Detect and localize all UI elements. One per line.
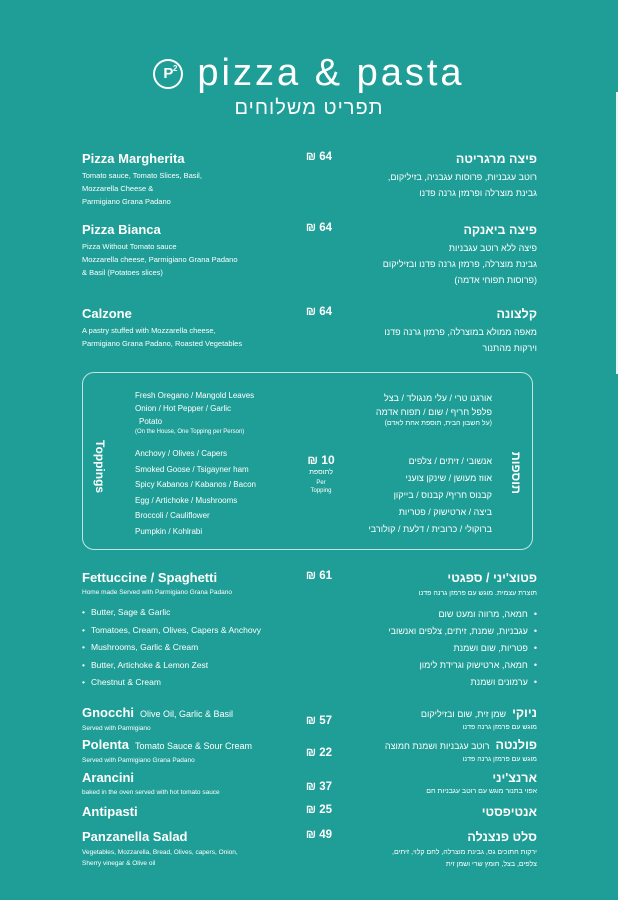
item-he <box>347 737 537 766</box>
desc-line: Parmigiano Grana Padano <box>82 197 171 206</box>
price-note-line: Per <box>316 480 326 486</box>
pasta-option: • Chestnut & Cream <box>82 674 292 692</box>
name-inline: Tomato Sauce & Sour Cream <box>134 741 253 751</box>
item-desc-en: Served with Parmigiano <box>82 725 151 732</box>
desc-line: Vegetables, Mozzarella, Bread, Olives, capers, Onion, <box>82 849 238 856</box>
item-he <box>347 151 537 201</box>
item-name-en: Arancini <box>82 770 135 785</box>
item-en <box>82 222 292 279</box>
desc-line: Pizza Without Tomato sauce <box>82 242 177 251</box>
toppings-label-en-text: Toppings <box>93 440 107 494</box>
menu-item-panzanella-salad <box>82 829 537 874</box>
desc-line: גבינת מוצרלה, פרמזן גרנה פדנו ובזיליקום <box>382 259 537 269</box>
topping-line: אורגנו טרי / עלי מנגולד / בצל <box>383 393 492 403</box>
toppings-label-he-text: תוספות <box>509 451 523 494</box>
item-en <box>82 570 292 692</box>
item-price: ₪ 57 <box>305 715 332 727</box>
desc-line: ירקות חתוכים גס, גבינת מוצרלה, לחם קלוי, זיתים, <box>392 849 537 856</box>
item-name-he: פטוצ'יני / ספגטי <box>447 571 537 585</box>
topping-price-value: ₪ 10 <box>307 453 335 467</box>
menu-item-arancini <box>82 770 537 800</box>
item-name-he: פיצה מרגריטה <box>455 152 537 166</box>
item-name-en <box>82 705 292 722</box>
desc-line: Sherry vinegar & Olive oil <box>82 860 156 867</box>
item-desc-he <box>347 240 537 288</box>
brand <box>153 52 464 95</box>
desc-line: פיצה ללא רוטב עגבניות <box>448 243 537 253</box>
desc-line: Mozzarella Cheese & <box>82 184 154 193</box>
topping-line: Egg / Artichoke / Mushrooms <box>135 495 238 505</box>
item-name-he <box>347 737 537 754</box>
item-name-he: אנטיפסטי <box>481 805 537 819</box>
item-he <box>347 770 537 798</box>
free-toppings-he <box>332 391 492 429</box>
paid-toppings-he <box>332 453 492 538</box>
topping-note: (On the House, One Topping per Person) <box>135 429 245 435</box>
item-en <box>82 705 292 735</box>
item-desc-he <box>347 324 537 356</box>
desc-line: A pastry stuffed with Mozzarella cheese, <box>82 326 216 335</box>
topping-line: Onion / Hot Pepper / Garlic <box>135 404 232 413</box>
item-name-he: פיצה ביאנקה <box>463 223 537 237</box>
desc-line: & Basil (Potatoes slices) <box>82 268 163 277</box>
item-desc-en: baked in the oven served with hot tomato sauce <box>82 789 220 796</box>
item-desc-en <box>82 847 292 869</box>
pasta-option: • חמאה, מרווה ומעט שום <box>347 606 537 623</box>
desc-line: (פרוסות תפוחי אדמה) <box>454 275 537 285</box>
menu-item-gnocchi <box>82 705 537 735</box>
item-name-en: Panzanella Salad <box>82 829 188 844</box>
name-inline: רוטב עגבניות ושמנת חמוצה <box>384 741 490 751</box>
topping-line: Spicy Kabanos / Kabanos / Bacon <box>135 480 256 489</box>
menu-item-pizza-margherita <box>82 151 537 211</box>
topping-line: Potato <box>139 417 163 426</box>
item-en <box>82 829 292 869</box>
item-name-en: Fettuccine / Spaghetti <box>82 570 218 585</box>
item-price: ₪ 64 <box>305 222 332 234</box>
item-desc-en: Served with Parmigiano Grana Padano <box>82 757 195 764</box>
item-price: ₪ 22 <box>305 747 332 759</box>
item-desc-he: מוגש עם פרמזן גרנה פדנו <box>462 724 537 731</box>
pasta-option: • עגבניות, שמנת, זיתים, צלפים ואנשובי <box>347 623 537 640</box>
item-he <box>347 829 537 871</box>
price-note-line: Topping <box>310 488 332 494</box>
menu-item-pasta <box>82 570 537 690</box>
item-he <box>347 306 537 356</box>
topping-line: Fresh Oregano / Mangold Leaves <box>135 391 255 400</box>
item-he <box>347 804 537 820</box>
item-name-en: Pizza Bianca <box>82 222 161 237</box>
item-price: ₪ 49 <box>305 829 332 841</box>
item-sub-en: Home made Served with Parmigiano Grana Padano <box>82 589 232 596</box>
desc-line: גבינת מוצרלה ופרמזן גרנה פדנו <box>419 188 537 198</box>
pasta-option: • Mushrooms, Garlic & Cream <box>82 639 292 657</box>
item-desc-en <box>82 324 292 350</box>
pasta-option: • Tomatoes, Cream, Olives, Capers & Anchovy <box>82 622 292 640</box>
item-name-he: סלט פנצנלה <box>467 830 537 844</box>
item-he <box>347 705 537 734</box>
menu-item-pizza-bianca <box>82 222 537 285</box>
item-desc-en <box>82 240 292 279</box>
topping-line: קבנוס חריף/ קבנוס / בייקון <box>393 490 492 500</box>
pasta-option: • ערמונים ושמנת <box>347 674 537 691</box>
name-text: Gnocchi <box>82 705 135 720</box>
item-en <box>82 151 292 208</box>
item-en <box>82 804 292 820</box>
desc-line: Tomato sauce, Tomato Slices, Basil, <box>82 171 202 180</box>
item-name-en: Antipasti <box>82 804 138 819</box>
topping-line: Smoked Goose / Tsigayner ham <box>135 464 249 474</box>
item-price: ₪ 61 <box>305 570 332 582</box>
desc-line: וירקות מהתנור <box>482 343 537 353</box>
topping-line: Broccoli / Cauliflower <box>135 511 210 520</box>
pasta-options-en <box>82 604 292 692</box>
item-price: ₪ 64 <box>305 306 332 318</box>
menu-item-antipasti <box>82 804 537 822</box>
topping-line: Anchovy / Olives / Capers <box>135 449 228 458</box>
item-sub-he: תוצרת עצמית. מוגש עם פרמזן גרנה פדנו <box>418 590 537 597</box>
menu-subtitle: תפריט משלוחים <box>234 97 384 119</box>
item-name-en <box>82 737 292 754</box>
topping-note: (על חשבון הבית, תוספת אחת לאדם) <box>384 420 492 427</box>
item-price: ₪ 25 <box>305 804 332 816</box>
paid-toppings-en <box>135 446 275 539</box>
item-desc-he: אפוי בתנור מוגש עם רוטב עגבניות חם <box>426 788 537 795</box>
logo-letter: P <box>163 65 174 82</box>
topping-line: ביצה / ארטישוק / פטריות <box>398 507 492 517</box>
menu-item-polenta <box>82 737 537 767</box>
name-text: Polenta <box>82 737 129 752</box>
brand-logo-icon <box>153 59 183 89</box>
name-inline: שמן זית, שום ובזיליקום <box>420 709 507 719</box>
item-he <box>347 570 537 691</box>
topping-line: אנשובי / זיתים / צלפים <box>408 456 492 466</box>
topping-price-he: לתוספת <box>309 469 333 476</box>
pasta-option: • Butter, Sage & Garlic <box>82 604 292 622</box>
item-desc-he <box>347 847 537 871</box>
item-name-he: ארנצ'יני <box>492 771 537 785</box>
item-en <box>82 770 292 799</box>
toppings-box <box>82 372 533 550</box>
name-inline: Olive Oil, Garlic & Basil <box>140 709 234 719</box>
topping-line: אווז מעושן / שינקן צועני <box>405 473 492 483</box>
topping-line: פלפל חריף / שום / תפוח אדמה <box>375 407 492 417</box>
item-desc-he <box>347 169 537 201</box>
pasta-option: • Butter, Artichoke & Lemon Zest <box>82 657 292 675</box>
topping-line: Pumpkin / Kohlrabi <box>135 526 203 536</box>
menu-header <box>0 52 618 120</box>
toppings-label-he <box>508 433 522 493</box>
desc-line: Mozzarella cheese, Parmigiano Grana Padano <box>82 255 238 264</box>
item-name-he <box>347 705 537 722</box>
name-text: פולנטה <box>495 738 537 752</box>
item-en <box>82 306 292 350</box>
logo-sup: 2 <box>172 63 178 73</box>
pasta-options-he <box>347 606 537 691</box>
pasta-option: • פטריות, שום ושמנת <box>347 640 537 657</box>
topping-line: ברוקולי / כרובית / דלעת / קולורבי <box>368 524 492 534</box>
desc-line: צלפים, בצל, חומץ שרי ושמן זית <box>445 861 537 868</box>
item-name-en: Pizza Margherita <box>82 151 185 166</box>
item-price: ₪ 64 <box>305 151 332 163</box>
item-price: ₪ 37 <box>305 781 332 793</box>
item-name-he: קלצונה <box>496 307 537 321</box>
toppings-label-en <box>93 440 107 494</box>
item-desc-en <box>82 169 292 208</box>
desc-line: Parmigiano Grana Padano, Roasted Vegetables <box>82 339 243 348</box>
item-name-en: Calzone <box>82 306 132 321</box>
pasta-option: • חמאה, ארטישוק וגרידת לימון <box>347 657 537 674</box>
item-he <box>347 222 537 288</box>
desc-line: מאפה ממולא במוצרלה, פרמזן גרנה פדנו <box>384 327 537 337</box>
free-toppings-en <box>135 389 275 437</box>
menu-item-calzone <box>82 306 537 356</box>
item-desc-he: מוגש עם פרמזן גרנה פדנו <box>462 756 537 763</box>
name-text: ניוקי <box>512 706 537 720</box>
brand-name: pizza & pasta <box>197 52 465 94</box>
item-en <box>82 737 292 767</box>
desc-line: רוטב עגבניות, פרוסות עגבניה, בזיליקום, <box>387 172 537 182</box>
